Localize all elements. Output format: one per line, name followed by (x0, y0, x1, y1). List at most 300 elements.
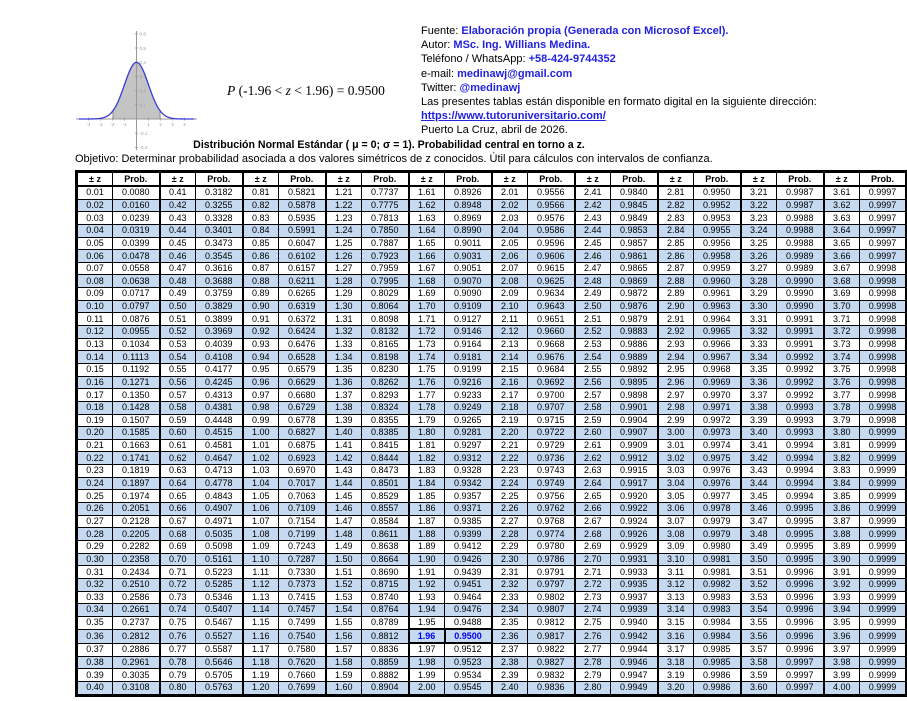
table-row (77, 313, 907, 326)
prob-cell: 0.9749 (528, 477, 575, 490)
prob-cell: 0.9643 (528, 300, 575, 313)
z-cell: 3.72 (824, 326, 860, 339)
z-cell: 0.09 (77, 288, 113, 301)
z-cell: 2.97 (658, 389, 694, 402)
z-cell: 3.94 (824, 604, 860, 617)
z-cell: 0.04 (77, 224, 113, 237)
prob-cell: 0.9995 (777, 503, 824, 516)
prob-cell: 0.9883 (611, 326, 658, 339)
prob-cell: 0.8262 (362, 376, 409, 389)
z-cell: 1.76 (409, 376, 445, 389)
z-cell: 2.25 (492, 490, 528, 503)
z-cell: 3.26 (741, 250, 777, 263)
z-cell: 0.59 (160, 414, 196, 427)
z-cell: 0.39 (77, 669, 113, 682)
z-cell: 2.59 (575, 414, 611, 427)
prob-cell: 0.8836 (362, 643, 409, 656)
formula-post: < 1.96) = 0.9500 (290, 83, 385, 98)
prob-cell: 0.9791 (528, 566, 575, 579)
z-cell: 2.76 (575, 629, 611, 643)
z-cell: 2.45 (575, 237, 611, 250)
z-cell: 2.24 (492, 477, 528, 490)
z-cell: 1.67 (409, 262, 445, 275)
prob-cell: 0.8664 (362, 553, 409, 566)
z-cell: 1.74 (409, 351, 445, 364)
z-cell: 3.09 (658, 540, 694, 553)
prob-cell: 0.4245 (196, 376, 243, 389)
prob-cell: 0.8690 (362, 566, 409, 579)
z-cell: 1.19 (243, 669, 279, 682)
z-cell: 3.07 (658, 515, 694, 528)
z-cell: 3.31 (741, 313, 777, 326)
z-cell: 2.12 (492, 326, 528, 339)
z-cell: 0.30 (77, 553, 113, 566)
z-cell: 1.39 (326, 414, 362, 427)
z-cell: 2.81 (658, 186, 694, 199)
z-cell: 0.44 (160, 224, 196, 237)
z-cell: 0.92 (243, 326, 279, 339)
z-cell: 0.48 (160, 275, 196, 288)
z-cell: 1.24 (326, 224, 362, 237)
z-cell: 1.90 (409, 553, 445, 566)
z-cell: 2.56 (575, 376, 611, 389)
table-row (77, 199, 907, 212)
prob-cell: 0.9997 (860, 199, 907, 212)
prob-cell: 0.0955 (113, 326, 160, 339)
prob-cell: 0.9715 (528, 414, 575, 427)
prob-cell: 0.9988 (777, 224, 824, 237)
z-cell: 3.11 (658, 566, 694, 579)
table-row (77, 578, 907, 591)
z-cell: 0.31 (77, 566, 113, 579)
prob-cell: 0.9385 (445, 515, 492, 528)
prob-cell: 0.3759 (196, 288, 243, 301)
z-cell: 1.44 (326, 477, 362, 490)
z-cell: 3.82 (824, 452, 860, 465)
prob-cell: 0.9983 (694, 591, 741, 604)
z-cell: 1.50 (326, 553, 362, 566)
z-cell: 3.17 (658, 643, 694, 656)
z-cell: 2.06 (492, 250, 528, 263)
prob-cell: 0.8789 (362, 616, 409, 629)
z-cell: 3.30 (741, 300, 777, 313)
info-line (421, 81, 817, 95)
prob-cell: 0.3035 (113, 669, 160, 682)
z-cell: 0.72 (160, 578, 196, 591)
z-cell: 3.68 (824, 275, 860, 288)
z-cell: 3.60 (741, 681, 777, 695)
prob-cell: 0.9889 (611, 351, 658, 364)
z-cell: 0.05 (77, 237, 113, 250)
z-cell: 0.81 (243, 186, 279, 199)
z-cell: 3.03 (658, 465, 694, 478)
table-row (77, 275, 907, 288)
prob-cell: 0.4313 (196, 389, 243, 402)
prob-cell: 0.6875 (279, 439, 326, 452)
prob-cell: 0.9999 (860, 490, 907, 503)
prob-cell: 0.9999 (860, 452, 907, 465)
prob-cell: 0.9980 (694, 540, 741, 553)
prob-cell: 0.5527 (196, 629, 243, 643)
prob-cell: 0.9836 (528, 681, 575, 695)
z-cell: 0.56 (160, 376, 196, 389)
z-cell: 0.67 (160, 515, 196, 528)
z-cell: 3.90 (824, 553, 860, 566)
z-cell: 1.69 (409, 288, 445, 301)
prob-cell: 0.2586 (113, 591, 160, 604)
z-cell: 2.13 (492, 338, 528, 351)
info-value: +58-424-9744352 (528, 53, 616, 66)
z-cell: 3.25 (741, 237, 777, 250)
z-column-header: ± z (741, 172, 777, 187)
info-label: Autor: (421, 39, 454, 52)
info-value: Elaboración propia (Generada con Microsof Excel). (461, 25, 729, 37)
prob-cell: 0.9051 (445, 262, 492, 275)
z-cell: 1.53 (326, 591, 362, 604)
z-cell: 2.98 (658, 401, 694, 414)
z-cell: 0.17 (77, 389, 113, 402)
prob-cell: 0.9586 (528, 224, 575, 237)
prob-cell: 0.0080 (113, 186, 160, 199)
z-cell: 3.73 (824, 338, 860, 351)
z-cell: 3.34 (741, 351, 777, 364)
prob-cell: 0.0319 (113, 224, 160, 237)
z-cell: 3.52 (741, 578, 777, 591)
prob-cell: 0.9912 (611, 452, 658, 465)
prob-cell: 0.7109 (279, 503, 326, 516)
z-cell: 2.44 (575, 224, 611, 237)
prob-column-header: Prob. (362, 172, 409, 187)
prob-cell: 0.9999 (860, 629, 907, 643)
z-column-header: ± z (409, 172, 445, 187)
z-cell: 0.76 (160, 629, 196, 643)
z-cell: 3.55 (741, 616, 777, 629)
prob-cell: 0.7017 (279, 477, 326, 490)
prob-cell: 0.8444 (362, 452, 409, 465)
z-cell: 3.76 (824, 376, 860, 389)
z-cell: 1.30 (326, 300, 362, 313)
z-cell: 2.02 (492, 199, 528, 212)
z-cell: 2.71 (575, 566, 611, 579)
prob-cell: 0.8098 (362, 313, 409, 326)
z-cell: 0.35 (77, 616, 113, 629)
prob-cell: 0.9857 (611, 237, 658, 250)
prob-cell: 0.2510 (113, 578, 160, 591)
prob-cell: 0.3829 (196, 300, 243, 313)
prob-cell: 0.9959 (694, 262, 741, 275)
prob-cell: 0.8293 (362, 389, 409, 402)
prob-cell: 0.3328 (196, 212, 243, 225)
prob-cell: 0.8165 (362, 338, 409, 351)
prob-cell: 0.9729 (528, 439, 575, 452)
z-cell: 2.77 (575, 643, 611, 656)
prob-cell: 0.9660 (528, 326, 575, 339)
prob-cell: 0.9991 (777, 338, 824, 351)
z-cell: 1.57 (326, 643, 362, 656)
z-cell: 3.64 (824, 224, 860, 237)
info-line (421, 24, 817, 38)
prob-cell: 0.9991 (777, 326, 824, 339)
prob-cell: 0.9566 (528, 199, 575, 212)
prob-cell: 0.3616 (196, 262, 243, 275)
z-cell: 2.67 (575, 515, 611, 528)
prob-cell: 0.9807 (528, 604, 575, 617)
prob-cell: 0.4843 (196, 490, 243, 503)
z-cell: 2.38 (492, 656, 528, 669)
prob-cell: 0.9981 (694, 553, 741, 566)
prob-cell: 0.9146 (445, 326, 492, 339)
prob-cell: 0.2886 (113, 643, 160, 656)
info-line (421, 38, 817, 52)
z-cell: 3.35 (741, 363, 777, 376)
z-cell: 3.97 (824, 643, 860, 656)
prob-cell: 0.9898 (611, 389, 658, 402)
z-cell: 1.17 (243, 643, 279, 656)
svg-text:-1: -1 (122, 122, 127, 127)
z-cell: 1.70 (409, 300, 445, 313)
z-cell: 0.24 (77, 477, 113, 490)
z-cell: 0.68 (160, 528, 196, 541)
prob-cell: 0.9995 (777, 528, 824, 541)
prob-cell: 0.8064 (362, 300, 409, 313)
info-label: Puerto La Cruz, abril de 2026. (421, 124, 568, 137)
prob-cell: 0.5935 (279, 212, 326, 225)
z-cell: 1.86 (409, 503, 445, 516)
prob-cell: 0.7154 (279, 515, 326, 528)
z-cell: 0.42 (160, 199, 196, 212)
prob-cell: 0.8990 (445, 224, 492, 237)
prob-cell: 0.9995 (777, 515, 824, 528)
z-cell: 1.81 (409, 439, 445, 452)
prob-cell: 0.9998 (860, 389, 907, 402)
z-cell: 3.84 (824, 477, 860, 490)
prob-cell: 0.1819 (113, 465, 160, 478)
prob-cell: 0.9412 (445, 540, 492, 553)
z-cell: 3.39 (741, 414, 777, 427)
prob-cell: 0.8198 (362, 351, 409, 364)
info-label: Las presentes tablas están disponible en formato digital en la siguiente dirección: (421, 95, 817, 108)
z-cell: 1.93 (409, 591, 445, 604)
z-cell: 1.71 (409, 313, 445, 326)
z-cell: 1.07 (243, 515, 279, 528)
z-cell: 2.01 (492, 186, 528, 199)
prob-cell: 0.3255 (196, 199, 243, 212)
prob-cell: 0.9965 (694, 326, 741, 339)
z-cell: 0.52 (160, 326, 196, 339)
prob-cell: 0.9966 (694, 338, 741, 351)
z-cell: 3.33 (741, 338, 777, 351)
website-link[interactable]: https://www.tutoruniversitario.com/ (421, 110, 606, 123)
z-cell: 2.43 (575, 212, 611, 225)
prob-cell: 0.9981 (694, 566, 741, 579)
z-cell: 2.29 (492, 540, 528, 553)
z-cell: 0.78 (160, 656, 196, 669)
z-cell: 0.95 (243, 363, 279, 376)
prob-cell: 0.6778 (279, 414, 326, 427)
z-cell: 3.51 (741, 566, 777, 579)
svg-text:-4: -4 (86, 122, 91, 127)
z-cell: 2.65 (575, 490, 611, 503)
prob-cell: 0.9997 (860, 237, 907, 250)
z-cell: 3.47 (741, 515, 777, 528)
z-cell: 3.23 (741, 212, 777, 225)
z-cell: 0.57 (160, 389, 196, 402)
z-cell: 3.04 (658, 477, 694, 490)
prob-cell: 0.0797 (113, 300, 160, 313)
table-row (77, 376, 907, 389)
prob-cell: 0.7660 (279, 669, 326, 682)
z-cell: 1.25 (326, 237, 362, 250)
prob-cell: 0.9985 (694, 643, 741, 656)
table-row (77, 477, 907, 490)
prob-cell: 0.9523 (445, 656, 492, 669)
z-cell: 3.67 (824, 262, 860, 275)
prob-cell: 0.9297 (445, 439, 492, 452)
table-row (77, 262, 907, 275)
z-cell: 2.11 (492, 313, 528, 326)
prob-cell: 0.9822 (528, 643, 575, 656)
prob-cell: 0.9786 (528, 553, 575, 566)
prob-cell: 0.9992 (777, 351, 824, 364)
prob-cell: 0.9999 (860, 578, 907, 591)
prob-cell: 0.0558 (113, 262, 160, 275)
z-cell: 3.56 (741, 629, 777, 643)
prob-cell: 0.9992 (777, 389, 824, 402)
z-cell: 1.33 (326, 338, 362, 351)
prob-cell: 0.9974 (694, 439, 741, 452)
z-cell: 1.62 (409, 199, 445, 212)
z-cell: 3.96 (824, 629, 860, 643)
svg-text:0.6: 0.6 (139, 31, 146, 37)
z-cell: 1.41 (326, 439, 362, 452)
z-cell: 3.75 (824, 363, 860, 376)
z-cell: 2.40 (492, 681, 528, 695)
prob-cell: 0.9802 (528, 591, 575, 604)
prob-cell: 0.9998 (860, 300, 907, 313)
prob-cell: 0.4177 (196, 363, 243, 376)
prob-cell: 0.5161 (196, 553, 243, 566)
z-cell: 1.42 (326, 452, 362, 465)
prob-cell: 0.1507 (113, 414, 160, 427)
z-cell: 3.57 (741, 643, 777, 656)
prob-cell: 0.9886 (611, 338, 658, 351)
z-cell: 1.14 (243, 604, 279, 617)
z-cell: 0.96 (243, 376, 279, 389)
prob-column-header: Prob. (113, 172, 160, 187)
prob-cell: 0.9922 (611, 503, 658, 516)
z-cell: 1.47 (326, 515, 362, 528)
prob-cell: 0.0239 (113, 212, 160, 225)
prob-column-header: Prob. (279, 172, 326, 187)
table-row (77, 326, 907, 339)
z-cell: 1.60 (326, 681, 362, 695)
z-cell: 0.38 (77, 656, 113, 669)
prob-cell: 0.9993 (777, 427, 824, 440)
z-cell: 0.49 (160, 288, 196, 301)
z-cell: 0.29 (77, 540, 113, 553)
prob-cell: 0.4448 (196, 414, 243, 427)
info-value: MSc. Ing. Willians Medina. (453, 39, 591, 52)
prob-cell: 0.5646 (196, 656, 243, 669)
prob-cell: 0.9997 (860, 250, 907, 263)
z-cell: 3.66 (824, 250, 860, 263)
prob-cell: 0.2282 (113, 540, 160, 553)
prob-cell: 0.4381 (196, 401, 243, 414)
z-cell: 2.41 (575, 186, 611, 199)
z-cell: 0.47 (160, 262, 196, 275)
z-cell: 0.03 (77, 212, 113, 225)
z-cell: 3.98 (824, 656, 860, 669)
prob-cell: 0.9451 (445, 578, 492, 591)
svg-text:0.1: 0.1 (139, 102, 146, 108)
prob-cell: 0.2812 (113, 629, 160, 643)
prob-cell: 0.9949 (611, 681, 658, 695)
z-cell: 3.15 (658, 616, 694, 629)
z-cell: 0.08 (77, 275, 113, 288)
prob-cell: 0.3182 (196, 186, 243, 199)
z-cell: 2.75 (575, 616, 611, 629)
prob-cell: 0.9651 (528, 313, 575, 326)
prob-cell: 0.9942 (611, 629, 658, 643)
prob-cell: 0.9426 (445, 553, 492, 566)
prob-cell: 0.6629 (279, 376, 326, 389)
prob-cell: 0.7457 (279, 604, 326, 617)
z-cell: 1.31 (326, 313, 362, 326)
prob-cell: 0.9556 (528, 186, 575, 199)
z-cell: 0.54 (160, 351, 196, 364)
z-cell: 3.19 (658, 669, 694, 682)
page-title: Distribución Normal Estándar ( μ = 0; σ = 1). Probabilidad central en torno a z. (193, 139, 585, 151)
z-column-header: ± z (824, 172, 860, 187)
z-cell: 2.51 (575, 313, 611, 326)
prob-cell: 0.9984 (694, 616, 741, 629)
prob-cell: 0.9999 (860, 681, 907, 695)
prob-cell: 0.9840 (611, 186, 658, 199)
prob-cell: 0.6047 (279, 237, 326, 250)
z-cell: 0.22 (77, 452, 113, 465)
prob-cell: 0.9999 (860, 643, 907, 656)
z-cell: 0.16 (77, 376, 113, 389)
z-cell: 1.64 (409, 224, 445, 237)
prob-cell: 0.9998 (860, 414, 907, 427)
z-cell: 2.03 (492, 212, 528, 225)
z-cell: 3.88 (824, 528, 860, 541)
prob-cell: 0.9979 (694, 515, 741, 528)
prob-cell: 0.9545 (445, 681, 492, 695)
z-cell: 1.29 (326, 288, 362, 301)
highlighted-z-cell: 1.96 (409, 629, 445, 643)
z-cell: 2.37 (492, 643, 528, 656)
z-cell: 2.52 (575, 326, 611, 339)
prob-cell: 0.9031 (445, 250, 492, 263)
prob-cell: 0.5407 (196, 604, 243, 617)
z-cell: 3.89 (824, 540, 860, 553)
table-row (77, 553, 907, 566)
z-cell: 1.79 (409, 414, 445, 427)
z-cell: 0.20 (77, 427, 113, 440)
z-cell: 2.34 (492, 604, 528, 617)
z-cell: 2.89 (658, 288, 694, 301)
z-cell: 3.08 (658, 528, 694, 541)
z-cell: 3.99 (824, 669, 860, 682)
z-column-header: ± z (575, 172, 611, 187)
prob-cell: 0.9931 (611, 553, 658, 566)
z-cell: 1.35 (326, 363, 362, 376)
prob-cell: 0.9996 (777, 616, 824, 629)
z-cell: 1.04 (243, 477, 279, 490)
prob-cell: 0.9997 (860, 224, 907, 237)
prob-cell: 0.9606 (528, 250, 575, 263)
